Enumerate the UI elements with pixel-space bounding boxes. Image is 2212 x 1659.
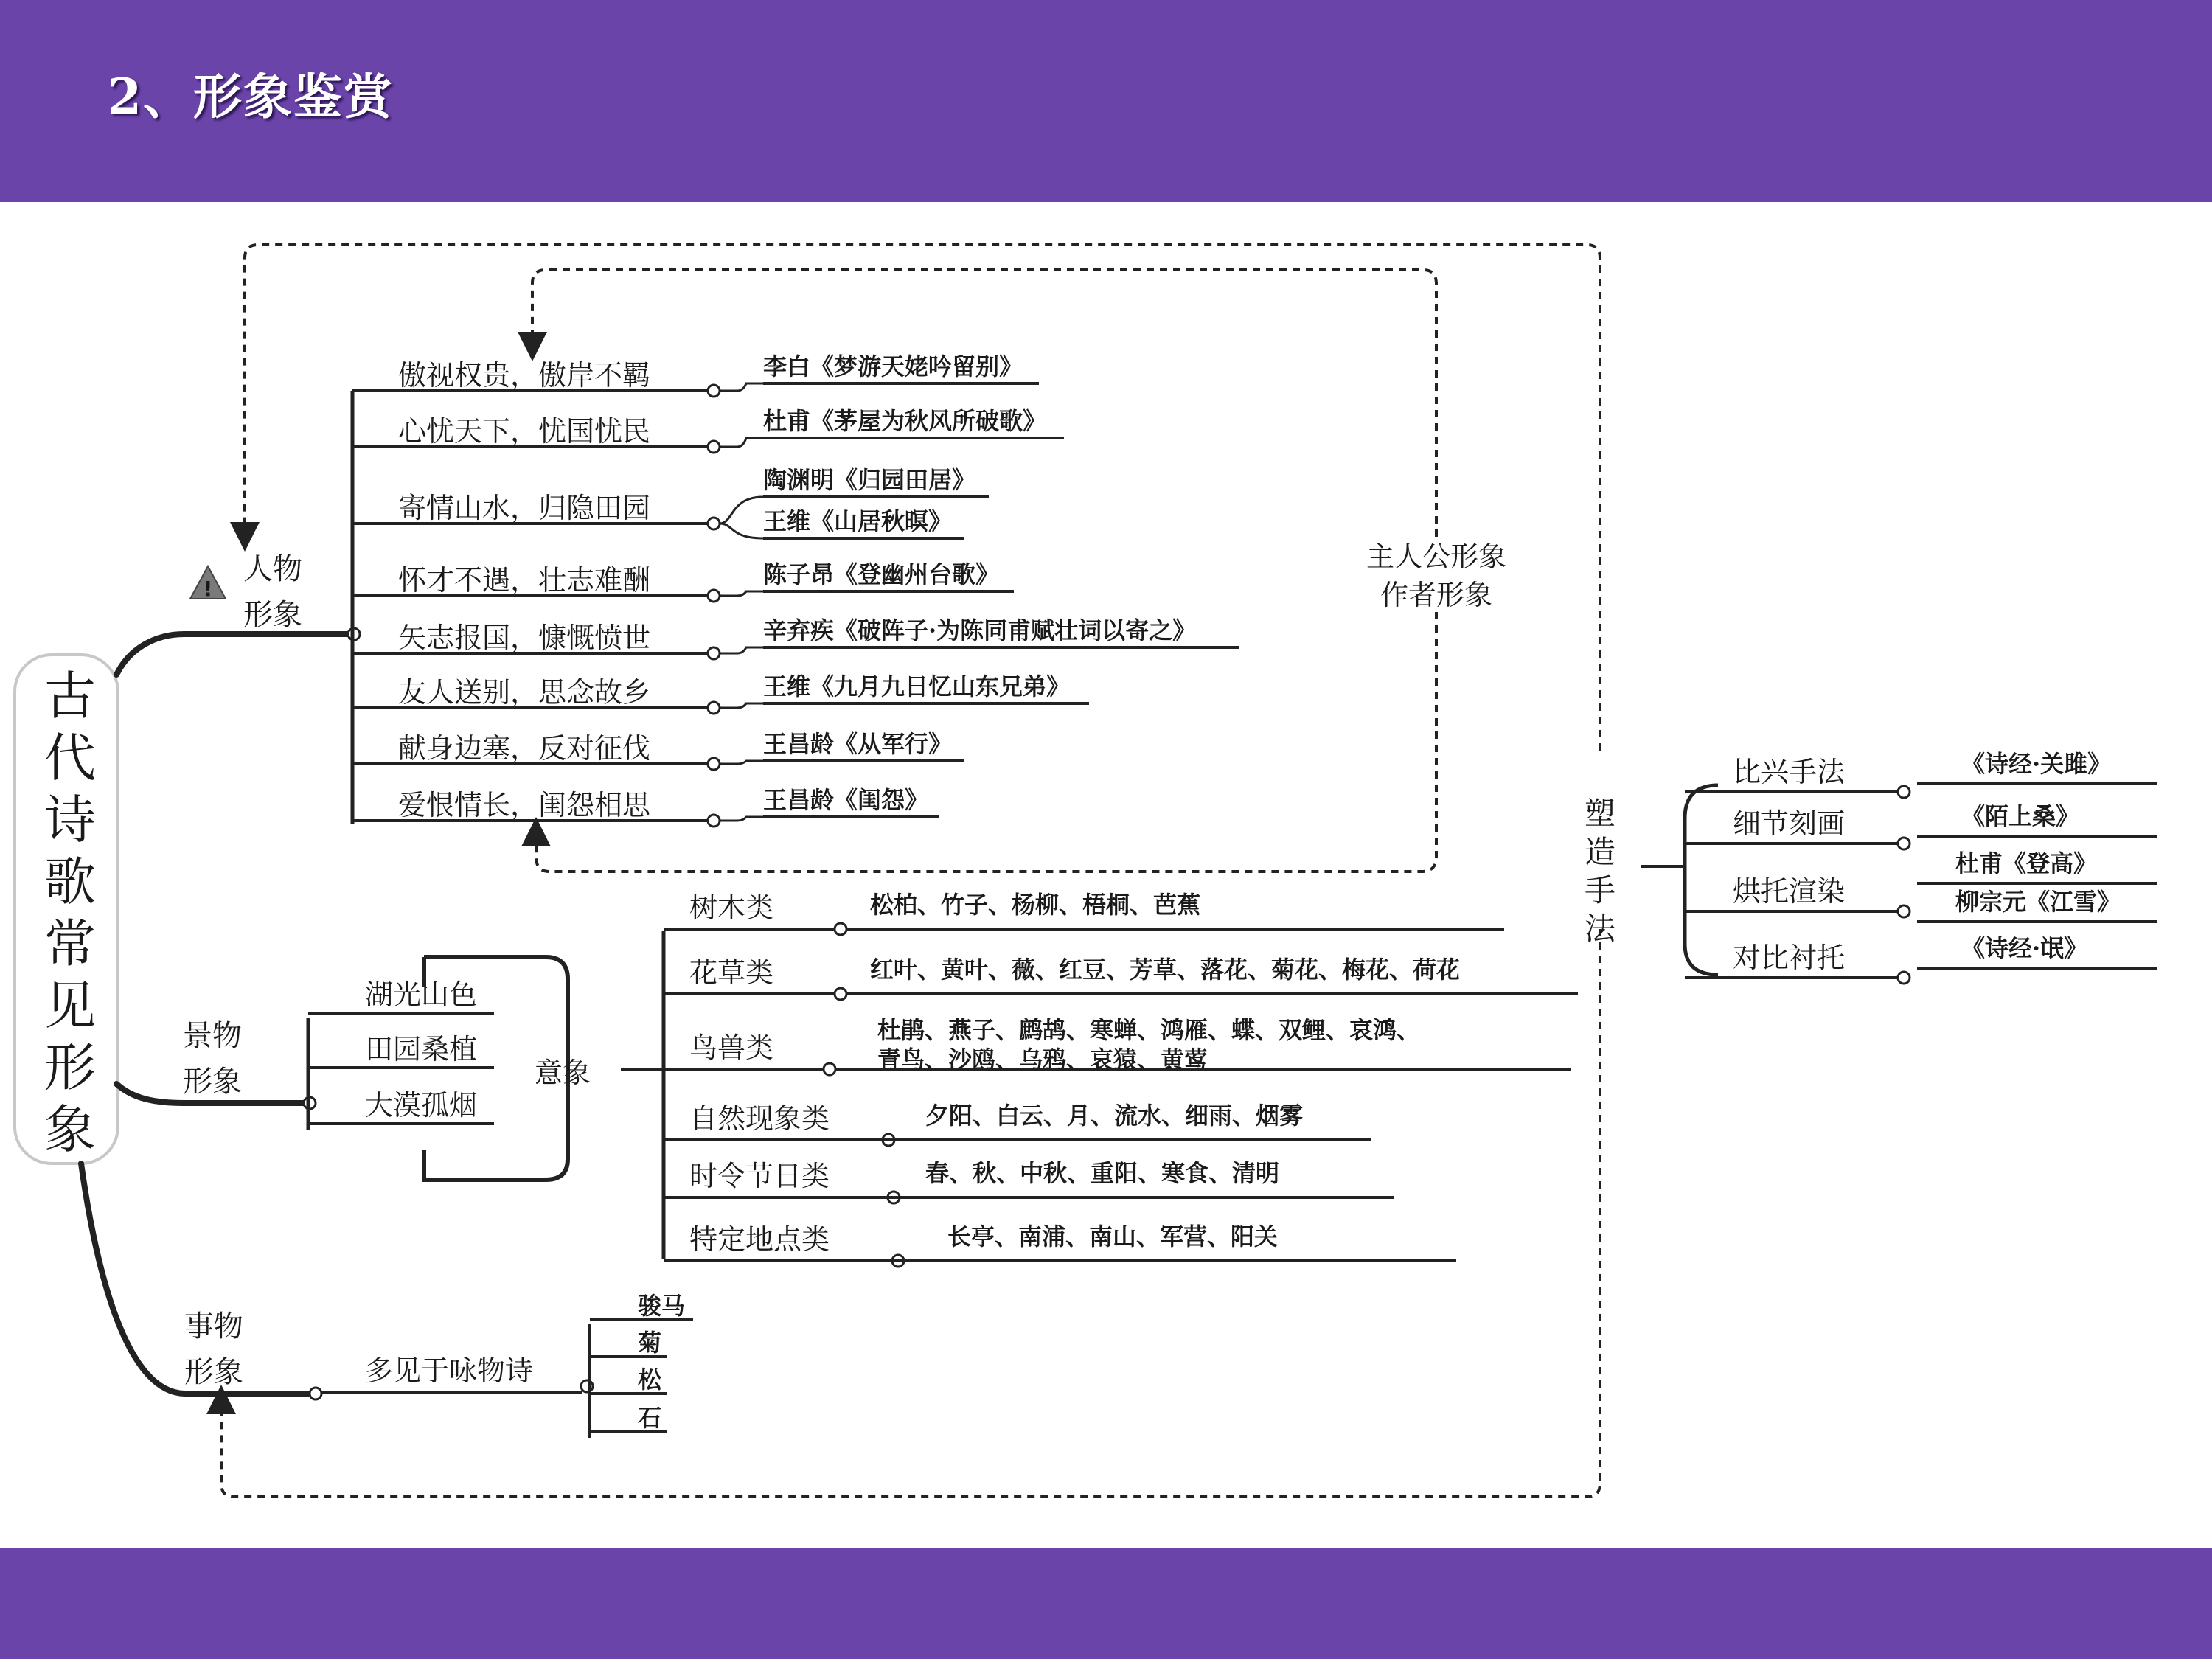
technique-section	[1585, 750, 2157, 984]
technique-reference: 杜甫《登高》	[1955, 849, 2098, 877]
reference-connector	[720, 591, 763, 596]
theme-node	[708, 385, 720, 397]
root-title-char: 见	[44, 975, 96, 1036]
technique-name: 烘托渲染	[1733, 875, 1846, 908]
reference-work: 王昌龄《闺怨》	[763, 786, 929, 814]
technique-label-char: 法	[1584, 911, 1616, 947]
root-title-char: 形	[44, 1037, 96, 1098]
character-theme: 爱恨情长，闺怨相思	[398, 789, 651, 821]
category-node	[835, 988, 846, 1000]
technique-name: 比兴手法	[1733, 756, 1846, 788]
object-note: 多见于咏物诗	[365, 1354, 534, 1387]
imagery-category: 特定地点类	[689, 1223, 830, 1256]
root-title-char: 诗	[44, 790, 96, 850]
character-section	[190, 352, 1506, 827]
theme-node	[708, 647, 720, 659]
technique-reference: 柳宗元《江雪》	[1955, 888, 2121, 916]
technique-name: 对比衬托	[1733, 942, 1846, 974]
technique-label-char: 造	[1584, 834, 1616, 870]
object-node	[310, 1388, 321, 1399]
technique-trunk	[1685, 785, 1718, 975]
object-item: 菊	[638, 1329, 662, 1357]
theme-node	[708, 518, 720, 529]
imagery-category: 时令节日类	[689, 1160, 830, 1192]
character-theme: 友人送别，思念故乡	[398, 676, 651, 709]
technique-node	[1898, 905, 1910, 917]
branch-character	[116, 634, 354, 675]
character-theme: 矢志报国，慷慨愤世	[398, 622, 651, 654]
imagery-items: 杜鹃、燕子、鹧鸪、寒蝉、鸿雁、蝶、双鲤、哀鸿、	[877, 1016, 1421, 1044]
slide-title: 2、形象鉴赏	[108, 68, 394, 125]
reference-work: 王维《九月九日忆山东兄弟》	[763, 672, 1071, 700]
scenery-label: 景物	[183, 1019, 242, 1053]
theme-node	[708, 758, 720, 770]
scenery-section	[183, 891, 1578, 1267]
imagery-items: 青鸟、沙鸥、乌鸦、哀猿、黄莺	[877, 1046, 1208, 1074]
imagery-items: 红叶、黄叶、薇、红豆、芳草、落花、菊花、梅花、荷花	[870, 956, 1461, 984]
imagery-items: 长亭、南浦、南山、军营、阳关	[947, 1222, 1279, 1251]
root-title-char: 古	[44, 666, 96, 726]
scenery-label: 形象	[183, 1065, 242, 1099]
root-title-char: 歌	[44, 852, 96, 912]
scenery-kind: 田园桑植	[365, 1033, 478, 1065]
technique-name: 细节刻画	[1733, 807, 1846, 840]
reference-connector	[720, 703, 763, 708]
object-label: 事物	[184, 1310, 243, 1343]
root-node	[15, 655, 118, 1164]
theme-node	[708, 441, 720, 453]
technique-label-char: 手	[1584, 872, 1616, 908]
theme-node	[708, 590, 720, 602]
warning-icon	[190, 566, 226, 601]
object-section	[184, 1292, 693, 1438]
reference-connector	[720, 647, 763, 653]
imagery-category: 鸟兽类	[689, 1032, 774, 1064]
reference-work: 王维《山居秋暝》	[763, 507, 953, 535]
reference-connector	[720, 761, 763, 764]
imagery-items: 春、秋、中秋、重阳、寒食、清明	[925, 1159, 1280, 1187]
object-label: 形象	[184, 1355, 243, 1389]
root-title-char: 象	[44, 1099, 96, 1160]
side-note-loop-bottom	[536, 612, 1436, 872]
imagery-items: 松柏、竹子、杨柳、梧桐、芭蕉	[870, 891, 1201, 919]
object-item: 松	[638, 1366, 662, 1394]
svg-text:!: !	[203, 577, 213, 601]
character-theme: 怀才不遇，壮志难酬	[398, 564, 651, 597]
technique-node	[1898, 972, 1910, 984]
character-label: 人物	[243, 552, 302, 586]
imagery-items: 夕阳、白云、月、流水、细雨、烟雾	[925, 1102, 1304, 1130]
character-theme: 寄情山水，归隐田园	[398, 492, 651, 524]
root-title-char: 代	[44, 728, 96, 788]
reference-connector	[720, 497, 763, 524]
technique-node	[1898, 786, 1910, 798]
object-item: 骏马	[638, 1292, 686, 1320]
technique-node	[1898, 838, 1910, 849]
reference-connector	[720, 438, 763, 447]
object-item: 石	[638, 1404, 662, 1432]
character-theme: 心忧天下，忧国忧民	[398, 415, 651, 448]
reference-connector	[720, 817, 763, 821]
category-node	[824, 1063, 835, 1075]
category-node	[835, 923, 846, 935]
character-theme: 献身边塞，反对征伐	[398, 732, 651, 765]
reference-work: 杜甫《茅屋为秋风所破歌》	[763, 407, 1047, 435]
scenery-kind: 湖光山色	[365, 978, 478, 1011]
character-label: 形象	[243, 598, 302, 632]
side-note-text: 作者形象	[1380, 579, 1493, 611]
root-title-char: 常	[44, 914, 96, 974]
imagery-category: 树木类	[689, 891, 774, 924]
reference-connector	[720, 524, 763, 538]
reference-connector	[720, 383, 763, 391]
technique-reference: 《诗经·关雎》	[1961, 750, 2112, 778]
imagery-label: 意象	[535, 1057, 591, 1089]
side-note-text: 主人公形象	[1366, 540, 1507, 573]
theme-node	[708, 702, 720, 714]
technique-reference: 《陌上桑》	[1961, 802, 2080, 830]
character-theme: 傲视权贵，傲岸不羁	[398, 359, 651, 392]
theme-node	[708, 815, 720, 827]
reference-work: 陈子昂《登幽州台歌》	[763, 560, 1000, 588]
reference-work: 陶渊明《归园田居》	[763, 466, 976, 494]
reference-work: 辛弃疾《破阵子·为陈同甫赋壮词以寄之》	[763, 616, 1197, 644]
scenery-kind: 大漠孤烟	[365, 1089, 478, 1121]
imagery-category: 自然现象类	[689, 1102, 830, 1135]
technique-reference: 《诗经·氓》	[1961, 934, 2088, 962]
technique-label-char: 塑	[1584, 796, 1616, 832]
reference-work: 王昌龄《从军行》	[763, 730, 953, 758]
reference-work: 李白《梦游天姥吟留别》	[763, 352, 1023, 380]
imagery-category: 花草类	[689, 956, 774, 989]
